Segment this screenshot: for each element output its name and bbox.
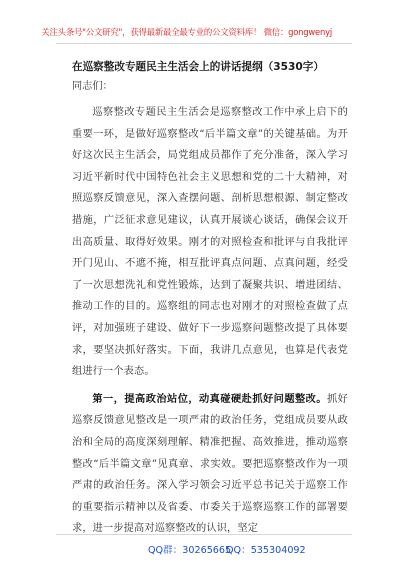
header-banner: 关注头条号"公文研究"，获得最新最全最专业的公文资料库！ 微信：gongwenyj	[41, 27, 332, 37]
first-point-body: 抓好巡察反馈意见整改是一项严肃的政治任务，党组成员要从政治和全局的高度深刻理解、精准把握、高效推进，推动巡察整改“后半篇文章”见真章、求实效。要把巡察整改作为一项严肃的政治任务。深入学习领会习近平总书记关于巡察工作的重要指示精神以及省委、市委关于巡察巡察工作的部署要求，进一步提高对巡察整改的认识，坚定	[72, 393, 348, 535]
paragraph-first-point	[72, 389, 348, 540]
first-point-heading: 第一，提高政治站位，动真碰硬赴抓好问题整改。	[92, 392, 327, 405]
header-divider	[56, 43, 352, 44]
footer-qq-group: QQ群：30265665	[148, 545, 232, 556]
document-body	[72, 58, 348, 546]
page-footer	[0, 534, 408, 562]
paragraph-intro: 巡察整改专题民主生活会是巡察整改工作中承上启下的重要一环，是做好巡察整改“后半篇文章”的关键基础。为开好这次民主生活会，局党组成员都作了充分准备，深入学习习近平新时代中国特色社会主义思想和党的二十大精神，对照巡察反馈意见，深入查摆问题、剖析思想根源、制定整改措施，广泛征求意见建议，认真开展谈心谈话，确保会议开出高质量、取得好效果。刚才的对照检查和批评与自我批评开门见山、不遮不掩，相互批评真点问题、点真问题，经受了一次思想洗礼和党性锻炼，达到了凝聚共识、增进团结、推动工作的目的。巡察组的同志也对刚才的对照检查做了点评，对加强班子建设、做好下一步巡察问题整改提了具体要求，要坚决抓好落实。下面，我讲几点意见，也算是代表党组进行一个表态。	[72, 107, 348, 378]
document-title: 在巡察整改专题民主生活会上的讲话提纲（3530字）	[72, 61, 324, 73]
page-header	[0, 0, 408, 56]
footer-divider	[56, 534, 352, 535]
footer-qq-number: QQ：535304092	[226, 545, 306, 556]
salutation: 同志们：	[72, 81, 113, 92]
